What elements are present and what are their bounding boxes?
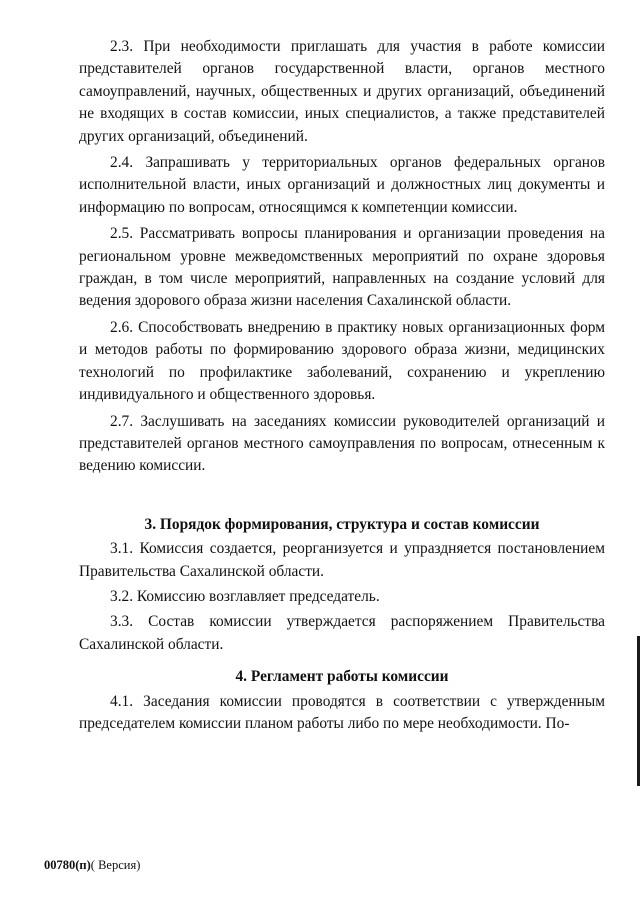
document-code: 00780(п): [44, 858, 91, 872]
paragraph-3-2: 3.2. Комиссию возглавляет председатель.: [110, 587, 380, 605]
section-4-heading: 4. Регламент работы комиссии: [235, 668, 449, 686]
paragraph-2-3: 2.3. При необходимости приглашать для участия в работе комиссии представителей органов государственной власти, органов местного самоуправлений, научных, общественных и других организаций, объединений не входящих в состав комиссии, иных специалистов, а также представителей других организаций, объединений.: [79, 38, 605, 145]
paragraph-4-1: 4.1. Заседания комиссии проводятся в соответствии с утвержденным председателем комиссии планом работы либо по мере необходимости. По-: [79, 692, 605, 732]
paragraph-2-5: 2.5. Рассматривать вопросы планирования и организации проведения на региональном уровне межведомственных мероприятий по охране здоровья граждан, в том числе мероприятий, направленных на создание условий для ведения здорового образа жизни населения Сахалинской области.: [79, 225, 605, 310]
paragraph-2-6: 2.6. Способствовать внедрению в практику новых организационных форм и методов работы по формированию здорового образа жизни, медицинских технологий по профилактике заболеваний, сохранению и укреплению индивидуального и общественного здоровья.: [79, 318, 605, 404]
document-footer: [44, 858, 140, 873]
section-3-heading: 3. Порядок формирования, структура и состав комиссии: [144, 515, 540, 533]
paragraph-3-3: 3.3. Состав комиссии утверждается распоряжением Правительства Сахалинской области.: [79, 613, 605, 653]
paragraph-2-7: 2.7. Заслушивать на заседаниях комиссии руководителей организаций и представителей органов местного самоуправления по вопросам, отнесенным к ведению комиссии.: [79, 412, 605, 475]
paragraph-3-1: 3.1. Комиссия создается, реорганизуется и упраздняется постановлением Правительства Сахалинской области.: [79, 540, 605, 580]
document-body: [79, 36, 605, 735]
paragraph-2-4: 2.4. Запрашивать у территориальных органов федеральных органов исполнительной власти, иных организаций и должностных лиц документы и информацию по вопросам, относящимся к компетенции комиссии.: [79, 154, 605, 216]
document-version: ( Версия): [90, 858, 141, 872]
